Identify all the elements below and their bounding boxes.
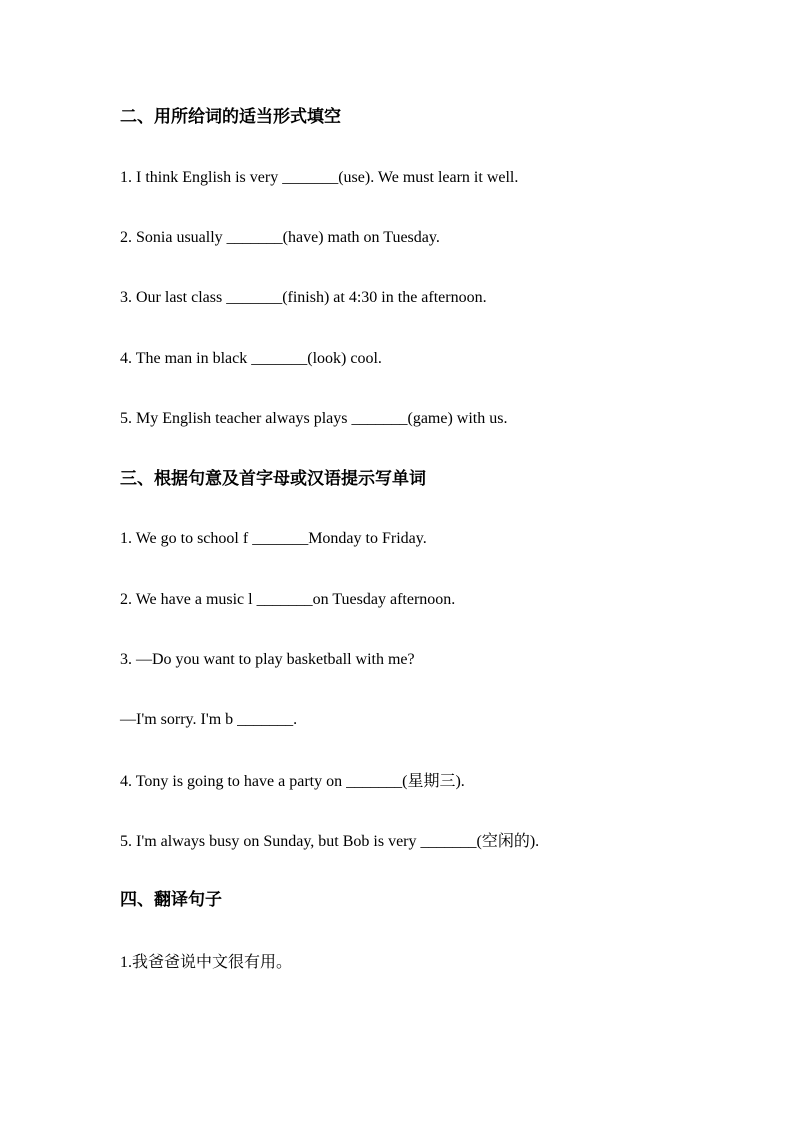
question-text: Monday to Friday. (308, 530, 427, 547)
question-3-3-prompt (120, 650, 415, 670)
answer-blank: _______ (252, 530, 309, 547)
chinese-sentence: 我爸爸说中文很有用。 (132, 952, 293, 971)
section-heading-2: 二、用所给词的适当形式填空 (120, 107, 341, 127)
question-2-1 (120, 168, 518, 188)
question-text: (game) with us. (407, 410, 508, 427)
question-2-5 (120, 409, 507, 429)
answer-blank: _______ (282, 169, 339, 186)
question-text: (finish) at 4:30 in the afternoon. (282, 289, 487, 306)
question-text: (have) math on Tuesday. (282, 229, 440, 246)
question-text: (look) cool. (307, 350, 382, 367)
chinese-hint: 星期三 (407, 771, 456, 790)
question-text: ( (476, 833, 482, 850)
question-text: 5. My English teacher always plays (120, 410, 352, 427)
question-text: 1. I think English is very (120, 169, 283, 186)
answer-blank: _______ (351, 410, 408, 427)
question-text: (use). We must learn it well. (338, 169, 519, 186)
answer-blank: _______ (251, 350, 308, 367)
question-3-1 (120, 529, 427, 549)
answer-blank: _______ (226, 289, 283, 306)
question-4-1 (120, 952, 292, 973)
answer-blank: _______ (256, 591, 313, 608)
answer-blank: _______ (237, 711, 294, 728)
question-text: ). (455, 773, 465, 790)
question-text: —I'm sorry. I'm b (120, 711, 238, 728)
question-text: 5. I'm always busy on Sunday, but Bob is very (120, 833, 421, 850)
question-2-2 (120, 228, 440, 248)
question-number: 1. (120, 954, 132, 971)
answer-blank: _______ (226, 229, 283, 246)
question-3-2 (120, 590, 455, 610)
question-text: . (293, 711, 298, 728)
question-text: 3. —Do you want to play basketball with me? (120, 651, 415, 668)
question-text: 4. The man in black (120, 350, 252, 367)
question-text: 1. We go to school f (120, 530, 253, 547)
answer-blank: _______ (346, 773, 403, 790)
question-text: ). (529, 833, 540, 850)
question-text: ( (402, 773, 408, 790)
question-text: 3. Our last class (120, 289, 227, 306)
question-text: 4. Tony is going to have a party on (120, 773, 347, 790)
answer-blank: _______ (420, 833, 477, 850)
question-text: 2. Sonia usually (120, 229, 227, 246)
question-3-4 (120, 771, 465, 792)
section-heading-3: 三、根据句意及首字母或汉语提示写单词 (120, 469, 426, 489)
question-3-5 (120, 831, 539, 852)
question-2-3 (120, 288, 487, 308)
question-text: 2. We have a music l (120, 591, 257, 608)
question-2-4 (120, 349, 382, 369)
question-3-3-reply (120, 710, 297, 730)
section-heading-4: 四、翻译句子 (120, 890, 222, 910)
chinese-hint: 空闲的 (481, 831, 530, 850)
question-text: on Tuesday afternoon. (312, 591, 456, 608)
